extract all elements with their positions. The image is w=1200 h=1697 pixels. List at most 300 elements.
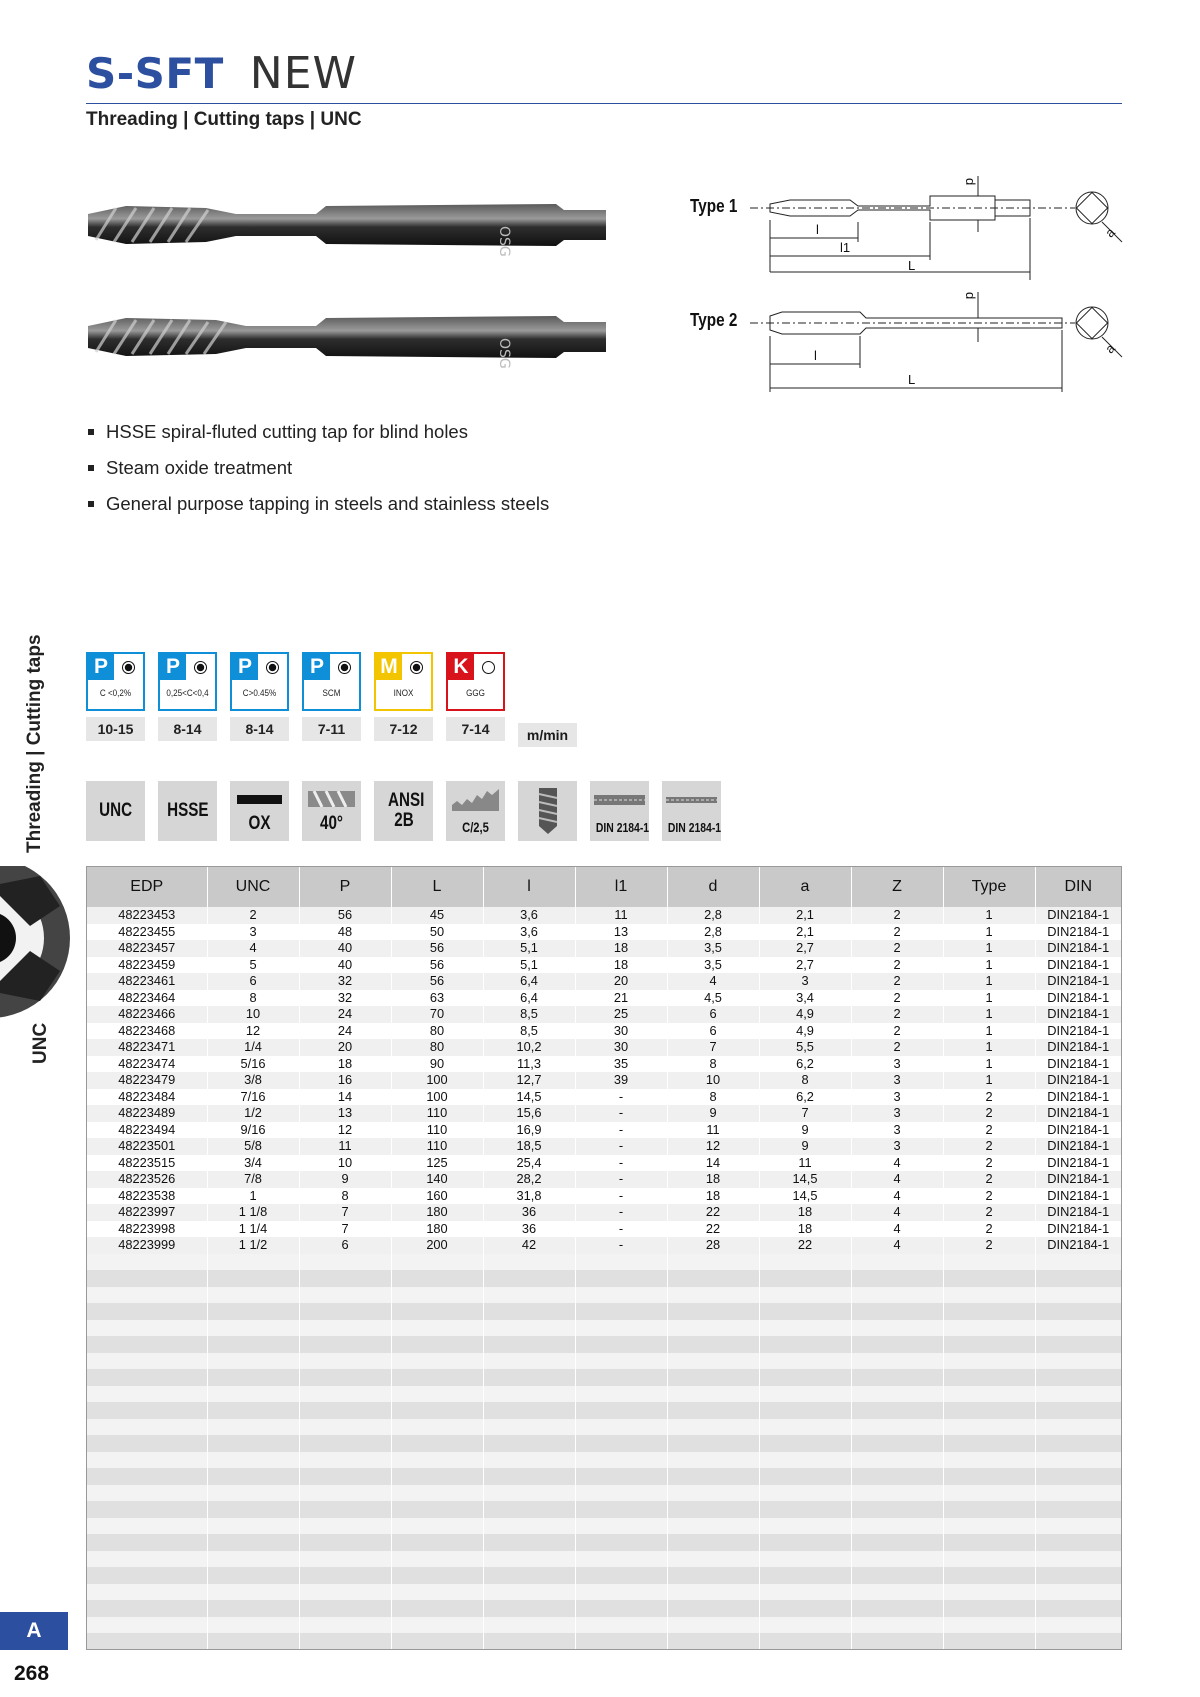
table-cell-empty xyxy=(943,1254,1035,1271)
material-box xyxy=(302,652,361,711)
din-type2-icon: DIN 2184-1 xyxy=(662,781,721,841)
table-cell-empty xyxy=(575,1485,667,1502)
table-cell: 100 xyxy=(391,1072,483,1089)
table-cell-empty xyxy=(1035,1336,1121,1353)
suitability-full-icon xyxy=(194,661,207,674)
table-cell-empty xyxy=(943,1402,1035,1419)
table-cell-empty xyxy=(483,1353,575,1370)
table-cell-empty xyxy=(575,1617,667,1634)
table-cell-empty xyxy=(1035,1617,1121,1634)
table-row xyxy=(87,973,1121,990)
table-cell: 2 xyxy=(943,1221,1035,1238)
table-row xyxy=(87,1204,1121,1221)
table-cell-empty xyxy=(575,1584,667,1601)
table-cell: 48223999 xyxy=(87,1237,207,1254)
table-cell: 10 xyxy=(299,1155,391,1172)
table-cell: 42 xyxy=(483,1237,575,1254)
table-cell: 2 xyxy=(943,1089,1035,1106)
table-cell: 48223474 xyxy=(87,1056,207,1073)
table-cell-empty xyxy=(943,1534,1035,1551)
table-cell-empty xyxy=(207,1320,299,1337)
table-cell-empty xyxy=(483,1386,575,1403)
table-cell: 6 xyxy=(667,1006,759,1023)
table-cell: 2 xyxy=(943,1105,1035,1122)
table-cell-empty xyxy=(667,1353,759,1370)
table-cell: 36 xyxy=(483,1221,575,1238)
table-cell-empty xyxy=(391,1534,483,1551)
table-cell: 1 xyxy=(207,1188,299,1205)
table-cell: 2 xyxy=(943,1188,1035,1205)
table-cell: 3 xyxy=(851,1122,943,1139)
table-cell: 6,4 xyxy=(483,973,575,990)
table-cell: DIN2184-1 xyxy=(1035,1105,1121,1122)
table-cell-empty xyxy=(667,1617,759,1634)
table-cell-empty xyxy=(667,1501,759,1518)
cutting-speed: 7-14 xyxy=(446,717,505,741)
table-cell: 2 xyxy=(943,1204,1035,1221)
page-header xyxy=(86,48,1122,131)
table-cell-empty xyxy=(851,1633,943,1650)
table-cell: 14,5 xyxy=(759,1171,851,1188)
table-cell-empty xyxy=(391,1551,483,1568)
table-cell: 11 xyxy=(667,1122,759,1139)
table-cell-empty xyxy=(759,1435,851,1452)
table-cell-empty xyxy=(299,1617,391,1634)
table-cell-empty xyxy=(851,1452,943,1469)
table-cell: DIN2184-1 xyxy=(1035,1006,1121,1023)
table-body xyxy=(87,907,1121,1650)
table-cell-empty xyxy=(851,1402,943,1419)
table-cell-empty xyxy=(391,1419,483,1436)
table-cell: DIN2184-1 xyxy=(1035,1237,1121,1254)
table-cell-empty xyxy=(391,1402,483,1419)
table-cell-empty xyxy=(391,1600,483,1617)
table-cell-empty xyxy=(299,1633,391,1650)
table-cell: 110 xyxy=(391,1105,483,1122)
table-cell-empty xyxy=(667,1452,759,1469)
table-cell-empty xyxy=(575,1468,667,1485)
table-cell-empty xyxy=(207,1287,299,1304)
table-cell: 56 xyxy=(391,957,483,974)
table-cell: 3 xyxy=(851,1089,943,1106)
material-sub: SCM xyxy=(322,688,341,699)
table-cell: DIN2184-1 xyxy=(1035,1023,1121,1040)
table-cell-empty xyxy=(391,1452,483,1469)
table-cell-empty xyxy=(759,1386,851,1403)
table-cell-empty xyxy=(299,1270,391,1287)
table-cell: 2 xyxy=(943,1155,1035,1172)
table-row-empty xyxy=(87,1270,1121,1287)
table-cell-empty xyxy=(207,1501,299,1518)
table-cell-empty xyxy=(299,1303,391,1320)
table-cell: DIN2184-1 xyxy=(1035,1204,1121,1221)
table-cell-empty xyxy=(1035,1303,1121,1320)
table-cell: 13 xyxy=(299,1105,391,1122)
table-cell-empty xyxy=(391,1369,483,1386)
table-cell-empty xyxy=(759,1270,851,1287)
table-cell-empty xyxy=(575,1551,667,1568)
table-cell-empty xyxy=(943,1270,1035,1287)
table-cell-empty xyxy=(575,1600,667,1617)
side-tool-graphic xyxy=(0,866,80,1026)
table-cell: 24 xyxy=(299,1006,391,1023)
table-cell-empty xyxy=(483,1617,575,1634)
table-cell-empty xyxy=(483,1369,575,1386)
column-header: P xyxy=(299,867,391,907)
table-cell-empty xyxy=(207,1353,299,1370)
column-header: l xyxy=(483,867,575,907)
dim-d-type1: d xyxy=(963,178,978,186)
table-cell: 4,5 xyxy=(667,990,759,1007)
table-cell: 10 xyxy=(207,1006,299,1023)
table-cell-empty xyxy=(299,1452,391,1469)
table-cell-empty xyxy=(575,1353,667,1370)
speed-unit-card xyxy=(518,652,577,747)
table-cell-empty xyxy=(943,1501,1035,1518)
bullet-icon xyxy=(88,429,94,435)
feature-icon-row xyxy=(86,781,721,841)
table-cell: 36 xyxy=(483,1204,575,1221)
table-row xyxy=(87,1221,1121,1238)
material-letter: M xyxy=(376,654,402,680)
table-cell-empty xyxy=(207,1551,299,1568)
table-cell: 4,9 xyxy=(759,1006,851,1023)
table-row-empty xyxy=(87,1567,1121,1584)
table-cell: 80 xyxy=(391,1039,483,1056)
table-cell-empty xyxy=(391,1567,483,1584)
table-cell: 3/4 xyxy=(207,1155,299,1172)
table-cell-empty xyxy=(575,1254,667,1271)
table-cell-empty xyxy=(391,1633,483,1650)
table-cell-empty xyxy=(299,1551,391,1568)
cutting-speed: 8-14 xyxy=(158,717,217,741)
material-box xyxy=(158,652,217,711)
side-section-label: Threading | Cutting taps xyxy=(24,634,45,853)
table-cell: 48223461 xyxy=(87,973,207,990)
table-cell-empty xyxy=(87,1369,207,1386)
table-cell-empty xyxy=(483,1551,575,1568)
table-row-empty xyxy=(87,1336,1121,1353)
table-row-empty xyxy=(87,1287,1121,1304)
table-cell: 7 xyxy=(299,1221,391,1238)
table-cell-empty xyxy=(575,1435,667,1452)
table-cell: 48223515 xyxy=(87,1155,207,1172)
table-cell-empty xyxy=(207,1402,299,1419)
table-cell: 5,1 xyxy=(483,957,575,974)
table-cell-empty xyxy=(483,1254,575,1271)
table-cell-empty xyxy=(299,1501,391,1518)
table-cell: 9 xyxy=(759,1122,851,1139)
table-cell: 4 xyxy=(667,973,759,990)
table-cell-empty xyxy=(943,1419,1035,1436)
table-row xyxy=(87,1089,1121,1106)
table-cell-empty xyxy=(851,1287,943,1304)
table-cell-empty xyxy=(207,1617,299,1634)
table-cell-empty xyxy=(851,1617,943,1634)
dim-L-type2: L xyxy=(908,372,916,387)
table-cell-empty xyxy=(299,1468,391,1485)
table-cell-empty xyxy=(207,1270,299,1287)
coating-icon: OX xyxy=(230,781,289,841)
table-cell-empty xyxy=(299,1584,391,1601)
cutting-speed: 7-12 xyxy=(374,717,433,741)
table-cell-empty xyxy=(667,1303,759,1320)
table-cell: 6,4 xyxy=(483,990,575,1007)
table-cell-empty xyxy=(851,1567,943,1584)
table-cell-empty xyxy=(667,1518,759,1535)
table-cell: DIN2184-1 xyxy=(1035,1056,1121,1073)
table-cell: 11 xyxy=(299,1138,391,1155)
table-cell-empty xyxy=(483,1435,575,1452)
table-cell-empty xyxy=(391,1287,483,1304)
table-cell-empty xyxy=(87,1452,207,1469)
tool-photo-type2 xyxy=(88,316,606,369)
helix-angle-icon: 40° xyxy=(302,781,361,841)
table-cell: 2 xyxy=(943,1237,1035,1254)
column-header: UNC xyxy=(207,867,299,907)
table-cell: 2 xyxy=(851,973,943,990)
table-row-empty xyxy=(87,1534,1121,1551)
table-cell: 25 xyxy=(575,1006,667,1023)
table-header-row xyxy=(87,867,1121,907)
table-cell: DIN2184-1 xyxy=(1035,1138,1121,1155)
table-cell: 28,2 xyxy=(483,1171,575,1188)
table-cell-empty xyxy=(299,1336,391,1353)
table-cell-empty xyxy=(391,1336,483,1353)
suitability-full-icon xyxy=(266,661,279,674)
table-cell-empty xyxy=(1035,1320,1121,1337)
table-cell-empty xyxy=(575,1567,667,1584)
table-cell: 3,5 xyxy=(667,940,759,957)
table-cell-empty xyxy=(1035,1600,1121,1617)
table-cell-empty xyxy=(207,1303,299,1320)
table-cell-empty xyxy=(391,1386,483,1403)
table-cell-empty xyxy=(391,1270,483,1287)
table-cell-empty xyxy=(575,1386,667,1403)
table-cell-empty xyxy=(575,1518,667,1535)
table-cell-empty xyxy=(87,1270,207,1287)
table-cell-empty xyxy=(575,1534,667,1551)
table-cell-empty xyxy=(483,1303,575,1320)
table-cell-empty xyxy=(851,1353,943,1370)
table-row xyxy=(87,1122,1121,1139)
table-cell-empty xyxy=(759,1617,851,1634)
type1-label: Type 1 xyxy=(690,196,738,216)
table-cell: 4 xyxy=(851,1188,943,1205)
tolerance-icon: ANSI 2B xyxy=(374,781,433,841)
table-cell: 18 xyxy=(575,957,667,974)
table-cell-empty xyxy=(1035,1353,1121,1370)
table-cell: 1 1/2 xyxy=(207,1237,299,1254)
table-cell: 2 xyxy=(851,1039,943,1056)
table-cell-empty xyxy=(943,1303,1035,1320)
table-cell: 10 xyxy=(667,1072,759,1089)
table-cell-empty xyxy=(87,1435,207,1452)
table-cell-empty xyxy=(851,1303,943,1320)
table-cell-empty xyxy=(207,1534,299,1551)
material-sub: GGG xyxy=(466,688,485,699)
dim-d-type2: d xyxy=(963,292,978,300)
table-cell: 3 xyxy=(851,1056,943,1073)
table-cell: 5 xyxy=(207,957,299,974)
table-cell: 2,1 xyxy=(759,907,851,924)
table-cell: DIN2184-1 xyxy=(1035,990,1121,1007)
table-cell-empty xyxy=(1035,1534,1121,1551)
table-cell: 140 xyxy=(391,1171,483,1188)
table-cell-empty xyxy=(1035,1633,1121,1650)
table-cell-empty xyxy=(667,1633,759,1650)
table-cell-empty xyxy=(667,1534,759,1551)
table-cell-empty xyxy=(87,1551,207,1568)
chamfer-icon: C/2,5 xyxy=(446,781,505,841)
tool-photo-type1 xyxy=(88,204,606,257)
page-subtitle: Threading | Cutting taps | UNC xyxy=(86,109,362,130)
table-cell-empty xyxy=(943,1617,1035,1634)
section-tab[interactable]: A xyxy=(0,1612,68,1650)
table-cell: 14 xyxy=(667,1155,759,1172)
feature-item: General purpose tapping in steels and stainless steels xyxy=(88,486,549,522)
table-row-empty xyxy=(87,1452,1121,1469)
table-cell-empty xyxy=(299,1386,391,1403)
table-cell: 2,1 xyxy=(759,924,851,941)
suitability-partial-icon xyxy=(482,661,495,674)
table-cell: 24 xyxy=(299,1023,391,1040)
table-cell-empty xyxy=(483,1452,575,1469)
table-cell: 56 xyxy=(299,907,391,924)
table-row xyxy=(87,924,1121,941)
table-cell-empty xyxy=(851,1468,943,1485)
table-cell-empty xyxy=(1035,1386,1121,1403)
table-cell-empty xyxy=(943,1353,1035,1370)
table-cell-empty xyxy=(391,1435,483,1452)
type-diagrams xyxy=(690,160,1130,400)
table-cell-empty xyxy=(391,1303,483,1320)
table-row xyxy=(87,1039,1121,1056)
table-cell: 35 xyxy=(575,1056,667,1073)
bullet-icon xyxy=(88,465,94,471)
table-cell: 180 xyxy=(391,1221,483,1238)
table-cell: 3/8 xyxy=(207,1072,299,1089)
table-cell-empty xyxy=(759,1485,851,1502)
table-cell-empty xyxy=(1035,1254,1121,1271)
table-cell-empty xyxy=(483,1518,575,1535)
table-cell-empty xyxy=(483,1320,575,1337)
table-cell: 30 xyxy=(575,1023,667,1040)
svg-text:OSG: OSG xyxy=(496,226,512,257)
table-cell-empty xyxy=(667,1468,759,1485)
table-cell: 30 xyxy=(575,1039,667,1056)
table-cell: 2 xyxy=(943,1171,1035,1188)
table-cell-empty xyxy=(483,1336,575,1353)
table-cell: 3 xyxy=(851,1072,943,1089)
table-cell: 7/8 xyxy=(207,1171,299,1188)
table-cell-empty xyxy=(1035,1419,1121,1436)
table-cell: - xyxy=(575,1155,667,1172)
table-cell: 2 xyxy=(851,924,943,941)
table-cell: 3,6 xyxy=(483,924,575,941)
material-card xyxy=(158,652,217,747)
table-cell-empty xyxy=(943,1468,1035,1485)
table-cell-empty xyxy=(483,1287,575,1304)
table-cell: 9 xyxy=(759,1138,851,1155)
table-cell-empty xyxy=(87,1386,207,1403)
table-cell: 1 xyxy=(943,907,1035,924)
feature-list xyxy=(88,414,549,522)
table-cell-empty xyxy=(759,1501,851,1518)
table-row-empty xyxy=(87,1501,1121,1518)
table-cell: 63 xyxy=(391,990,483,1007)
table-cell: 100 xyxy=(391,1089,483,1106)
table-cell-empty xyxy=(575,1419,667,1436)
table-row-empty xyxy=(87,1617,1121,1634)
table-cell-empty xyxy=(87,1600,207,1617)
table-cell: 10,2 xyxy=(483,1039,575,1056)
table-cell-empty xyxy=(87,1633,207,1650)
table-cell-empty xyxy=(667,1369,759,1386)
table-row-empty xyxy=(87,1254,1121,1271)
table-cell-empty xyxy=(207,1600,299,1617)
table-cell-empty xyxy=(207,1633,299,1650)
table-cell-empty xyxy=(943,1320,1035,1337)
table-cell-empty xyxy=(483,1468,575,1485)
din-type1-icon: DIN 2184-1 xyxy=(590,781,649,841)
table-cell-empty xyxy=(851,1419,943,1436)
table-cell-empty xyxy=(483,1534,575,1551)
table-cell-empty xyxy=(483,1584,575,1601)
table-cell: 18 xyxy=(667,1188,759,1205)
dim-a-type1: a xyxy=(1102,224,1118,241)
table-cell: 7 xyxy=(759,1105,851,1122)
table-cell: 2 xyxy=(851,1023,943,1040)
table-cell-empty xyxy=(299,1320,391,1337)
table-cell-empty xyxy=(851,1501,943,1518)
table-cell: 48223998 xyxy=(87,1221,207,1238)
table-cell-empty xyxy=(1035,1287,1121,1304)
table-cell-empty xyxy=(575,1320,667,1337)
column-header: Z xyxy=(851,867,943,907)
table-cell-empty xyxy=(943,1633,1035,1650)
table-cell: 8 xyxy=(667,1056,759,1073)
table-cell: 7 xyxy=(667,1039,759,1056)
table-cell: 8 xyxy=(207,990,299,1007)
dim-L-type1: L xyxy=(908,258,916,273)
table-cell-empty xyxy=(575,1633,667,1650)
table-row xyxy=(87,990,1121,1007)
table-row xyxy=(87,1188,1121,1205)
table-cell: 4 xyxy=(207,940,299,957)
dim-l-type2: l xyxy=(814,348,817,363)
table-cell-empty xyxy=(575,1402,667,1419)
table-cell: DIN2184-1 xyxy=(1035,1221,1121,1238)
table-cell: 4,9 xyxy=(759,1023,851,1040)
material-letter: P xyxy=(232,654,258,680)
table-cell-empty xyxy=(759,1287,851,1304)
table-cell: 180 xyxy=(391,1204,483,1221)
table-cell-empty xyxy=(207,1435,299,1452)
table-cell: DIN2184-1 xyxy=(1035,1039,1121,1056)
table-cell: 6,2 xyxy=(759,1056,851,1073)
material-hsse-icon: HSSE xyxy=(158,781,217,841)
feature-item: Steam oxide treatment xyxy=(88,450,549,486)
table-cell-empty xyxy=(943,1452,1035,1469)
table-cell-empty xyxy=(943,1336,1035,1353)
table-cell: DIN2184-1 xyxy=(1035,1155,1121,1172)
table-row xyxy=(87,940,1121,957)
table-cell-empty xyxy=(943,1600,1035,1617)
table-row-empty xyxy=(87,1468,1121,1485)
table-cell: 1 xyxy=(943,990,1035,1007)
table-cell-empty xyxy=(483,1600,575,1617)
